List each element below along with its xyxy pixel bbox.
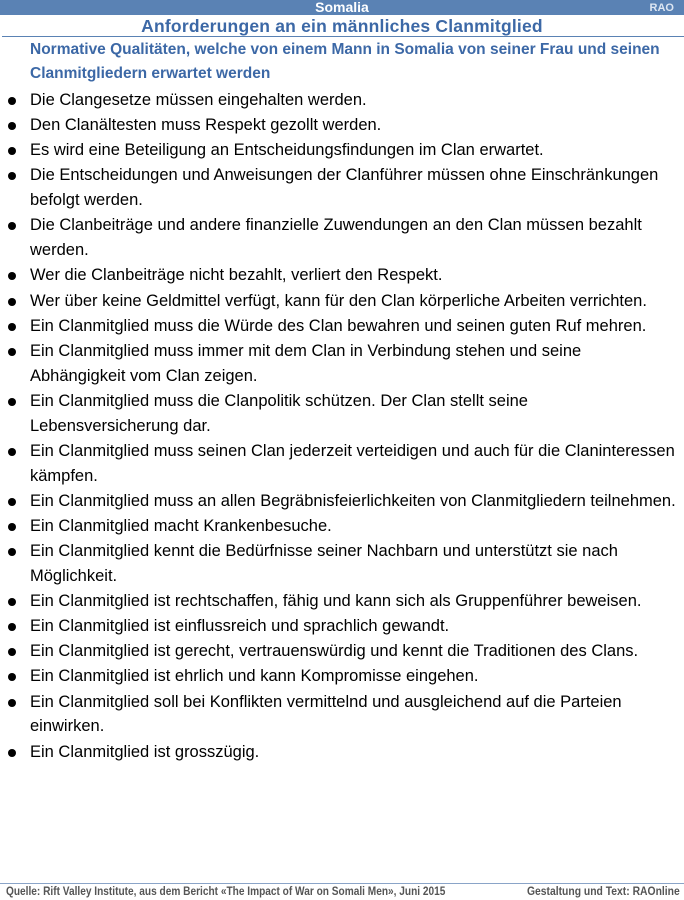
list-item-text: Die Clanbeiträge und andere finanzielle Zuwendungen an den Clan müssen bezahlt werden. bbox=[30, 216, 642, 260]
list-item-text: Ein Clanmitglied ist rechtschaffen, fähig und kann sich als Gruppenführer beweisen. bbox=[30, 592, 642, 611]
list-item-text: Ein Clanmitglied ist gerecht, vertrauenswürdig und kennt die Traditionen des Clans. bbox=[30, 642, 639, 661]
list-item-text: Ein Clanmitglied muss die Clanpolitik schützen. Der Clan stellt seine Lebensversicherung dar. bbox=[30, 391, 528, 435]
bullet-icon bbox=[8, 97, 16, 105]
list-item bbox=[0, 339, 684, 389]
list-item-text: Ein Clanmitglied ist grosszügig. bbox=[30, 742, 260, 761]
credit-note: Gestaltung und Text: RAOnline bbox=[527, 886, 680, 898]
list-item bbox=[0, 88, 684, 113]
footer bbox=[0, 885, 684, 900]
list-item-text: Wer über keine Geldmittel verfügt, kann für den Clan körperliche Arbeiten verrichten. bbox=[30, 291, 647, 310]
bullet-icon bbox=[8, 272, 16, 280]
list-item bbox=[0, 664, 684, 689]
list-item bbox=[0, 614, 684, 639]
list-item-text: Ein Clanmitglied muss immer mit dem Clan in Verbindung stehen und seine Abhängigkeit vom Clan zeigen. bbox=[30, 341, 582, 385]
list-item bbox=[0, 163, 684, 213]
page-subtitle: Normative Qualitäten, welche von einem Mann in Somalia von seiner Frau und seinen Clanmitgliedern erwartet werden bbox=[30, 41, 660, 82]
brand-label: RAO bbox=[649, 2, 674, 14]
bullet-icon bbox=[8, 749, 16, 757]
list-item bbox=[0, 389, 684, 439]
list-item bbox=[0, 740, 684, 765]
list-item bbox=[0, 314, 684, 339]
list-item-text: Ein Clanmitglied macht Krankenbesuche. bbox=[30, 516, 332, 535]
list-item bbox=[0, 263, 684, 288]
list-item-text: Ein Clanmitglied muss die Würde des Clan bewahren und seinen guten Ruf mehren. bbox=[30, 316, 647, 335]
requirements-list bbox=[0, 88, 684, 765]
country-label: Somalia bbox=[315, 0, 369, 15]
list-item-text: Ein Clanmitglied muss seinen Clan jederzeit verteidigen und auch für die Claninteressen kämpfen. bbox=[30, 441, 675, 485]
list-item bbox=[0, 514, 684, 539]
header-bar bbox=[0, 0, 684, 15]
list-item-text: Ein Clanmitglied ist ehrlich und kann Kompromisse eingehen. bbox=[30, 667, 479, 686]
bullet-icon bbox=[8, 498, 16, 506]
list-item bbox=[0, 439, 684, 489]
list-item-text: Wer die Clanbeiträge nicht bezahlt, verliert den Respekt. bbox=[30, 266, 443, 285]
list-item-text: Die Entscheidungen und Anweisungen der Clanführer müssen ohne Einschränkungen befolgt werden. bbox=[30, 166, 659, 210]
bullet-icon bbox=[8, 598, 16, 606]
list-item bbox=[0, 289, 684, 314]
bullet-icon bbox=[8, 122, 16, 130]
list-item bbox=[0, 489, 684, 514]
list-item-text: Die Clangesetze müssen eingehalten werden. bbox=[30, 91, 367, 109]
list-item bbox=[0, 539, 684, 589]
list-item-text: Den Clanältesten muss Respekt gezollt werden. bbox=[30, 116, 382, 135]
bullet-icon bbox=[8, 348, 16, 356]
list-item bbox=[0, 639, 684, 664]
list-item bbox=[0, 138, 684, 163]
bullet-icon bbox=[8, 523, 16, 531]
list-item bbox=[0, 690, 684, 740]
bullet-icon bbox=[8, 147, 16, 155]
list-item-text: Ein Clanmitglied soll bei Konflikten vermittelnd und ausgleichend auf die Parteien einwirken. bbox=[30, 692, 622, 736]
bullet-icon bbox=[8, 673, 16, 681]
bullet-icon bbox=[8, 398, 16, 406]
list-item bbox=[0, 589, 684, 614]
bullet-icon bbox=[8, 298, 16, 306]
bullet-icon bbox=[8, 222, 16, 230]
bullet-icon bbox=[8, 323, 16, 331]
list-item-text: Ein Clanmitglied ist einflussreich und sprachlich gewandt. bbox=[30, 617, 450, 636]
list-item-text: Ein Clanmitglied kennt die Bedürfnisse seiner Nachbarn und unterstützt sie nach Möglichkeit. bbox=[30, 542, 618, 585]
bullet-icon bbox=[8, 172, 16, 180]
bullet-icon bbox=[8, 548, 16, 556]
source-note: Quelle: Rift Valley Institute, aus dem Bericht «The Impact of War on Somali Men», Juni 2015 bbox=[6, 886, 446, 898]
page-title: Anforderungen an ein männliches Clanmitglied bbox=[141, 16, 543, 36]
bullet-icon bbox=[8, 448, 16, 456]
list-item-text: Ein Clanmitglied muss an allen Begräbnisfeierlichkeiten von Clanmitgliedern teilnehmen. bbox=[30, 491, 676, 510]
bullet-icon bbox=[8, 623, 16, 631]
list-item bbox=[0, 113, 684, 138]
bullet-icon bbox=[8, 648, 16, 656]
list-item-text: Es wird eine Beteiligung an Entscheidungsfindungen im Clan erwartet. bbox=[30, 141, 544, 160]
list-item bbox=[0, 213, 684, 263]
title-divider bbox=[2, 36, 684, 37]
footer-divider bbox=[0, 883, 684, 884]
bullet-icon bbox=[8, 699, 16, 707]
